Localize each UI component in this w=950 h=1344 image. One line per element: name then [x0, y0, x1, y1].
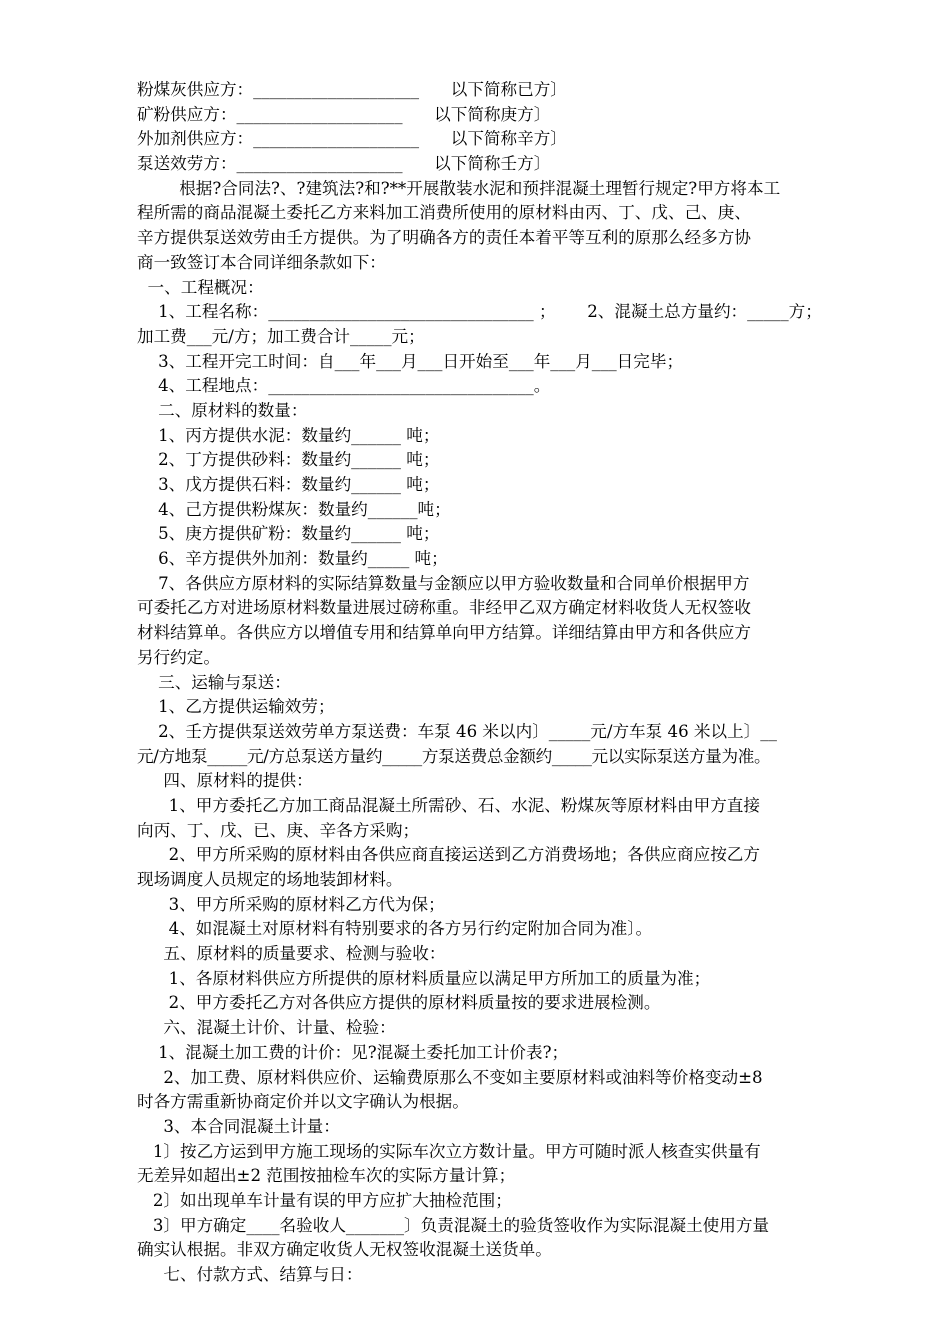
parties-block	[137, 78, 877, 177]
clause-line: 4、工程地点：________________________________。	[137, 376, 551, 396]
clause-line: 加工费___元/方；加工费合计_____元；	[137, 326, 425, 346]
clause-line: 确实认根据。非双方确定收货人无权签收混凝土送货单。	[137, 1240, 552, 1260]
section-quality-inspection	[137, 942, 877, 1016]
section-heading: 一、工程概况：	[137, 277, 264, 297]
intro-line: 商一致签订本合同详细条款如下：	[137, 252, 386, 272]
clause-line: 2〕如出现单车计量有误的甲方应扩大抽检范围；	[137, 1190, 512, 1210]
section-material-quantity	[137, 399, 877, 671]
clause-line: 3、工程开完工时间：自___年___月___日开始至___年___月___日完毕；	[137, 351, 684, 371]
clause-line: 1、工程名称：________________________________ ； 2、混凝土总方量约：_____方；	[137, 302, 822, 322]
clause-line: 3〕甲方确定____名验收人_______〕负责混凝土的验货签收作为实际混凝土使用方量	[137, 1215, 770, 1235]
section-heading: 五、原材料的质量要求、检测与验收：	[137, 944, 446, 964]
intro-line: 程所需的商品混凝土委托乙方来料加工消费所使用的原材料由丙、丁、戊、己、庚、	[137, 203, 751, 223]
clause-line: 4、如混凝土对原材料有特别要求的各方另行约定附加合同为准〕。	[137, 919, 653, 939]
clause-line: 3、戊方提供石料：数量约______ 吨；	[137, 475, 440, 494]
clause-line: 向丙、丁、戊、已、庚、辛各方采购；	[137, 820, 420, 840]
intro-line: 根据?合同法?、?建筑法?和?**开展散装水泥和预拌混凝土理暂行规定?甲方将本工	[137, 178, 781, 198]
section-heading: 三、运输与泵送：	[137, 672, 291, 692]
clause-line: 1、混凝土加工费的计价：见?混凝土委托加工计价表?；	[137, 1042, 569, 1062]
clause-line: 另行约定。	[137, 647, 220, 667]
section-heading: 二、原材料的数量：	[137, 400, 308, 420]
clause-line: 1、乙方提供运输效劳；	[137, 697, 335, 717]
clause-line: 材料结算单。各供应方以增值专用和结算单向甲方结算。详细结算由甲方和各供应方	[137, 623, 751, 643]
intro-line: 辛方提供泵送效劳由壬方提供。为了明确各方的责任本着平等互利的原那么经多方协	[137, 228, 751, 248]
clause-line: 4、己方提供粉煤灰：数量约______吨；	[137, 499, 451, 519]
party-line-admixture: 外加剂供应方：____________________ 以下简称辛方〕	[137, 129, 567, 149]
clause-line: 2、壬方提供泵送效劳单方泵送费：车泵 46 米以内〕_____元/方车泵 46 米以上〕__	[137, 721, 777, 741]
clause-line: 1、丙方提供水泥：数量约______ 吨；	[137, 425, 440, 445]
clause-line: 无差异如超出±2 范围按抽检车次的实际方量计算；	[137, 1166, 516, 1186]
clause-line: 1、甲方委托乙方加工商品混凝土所需砂、石、水泥、粉煤灰等原材料由甲方直接	[137, 795, 760, 815]
clause-line: 3、本合同混凝土计量：	[137, 1116, 340, 1136]
document-page	[137, 78, 877, 1288]
section-heading: 六、混凝土计价、计量、检验：	[137, 1018, 396, 1038]
clause-line: 现场调度人员规定的场地装卸材料。	[137, 870, 403, 889]
clause-line: 可委托乙方对进场原材料数量进展过磅称重。非经甲乙双方确定材料收货人无权签收	[137, 598, 751, 618]
section-project-overview	[137, 276, 877, 399]
clause-line: 1〕按乙方运到甲方施工现场的实际车次立方数计量。甲方可随时派人核查实供量有	[137, 1141, 761, 1161]
party-line-fly-ash: 粉煤灰供应方：____________________ 以下简称已方〕	[137, 80, 567, 99]
section-payment-settlement	[137, 1263, 877, 1288]
clause-line: 时各方需重新协商定价并以文字确认为根据。	[137, 1092, 469, 1112]
clause-line: 6、辛方提供外加剂：数量约_____ 吨；	[137, 549, 448, 569]
section-heading: 四、原材料的提供：	[137, 771, 313, 791]
section-material-supply	[137, 769, 877, 942]
clause-line: 元/方地泵_____元/方总泵送方量约_____方泵送费总金额约_____元以实际泵送方量为准。	[137, 746, 771, 766]
section-pricing-measurement	[137, 1016, 877, 1263]
clause-line: 1、各原材料供应方所提供的原材料质量应以满足甲方所加工的质量为准；	[137, 968, 711, 988]
clause-line: 5、庚方提供矿粉：数量约______ 吨；	[137, 524, 440, 544]
clause-line: 7、各供应方原材料的实际结算数量与金额应以甲方验收数量和合同单价根据甲方	[137, 573, 750, 593]
party-line-mineral-powder: 矿粉供应方：____________________ 以下简称庚方〕	[137, 104, 551, 124]
section-transport-pumping	[137, 671, 877, 770]
party-line-pumping: 泵送效劳方：____________________ 以下简称壬方〕	[137, 154, 551, 174]
clause-line: 2、甲方所采购的原材料由各供应商直接运送到乙方消费场地；各供应商应按乙方	[137, 845, 760, 865]
clause-line: 3、甲方所采购的原材料乙方代为保；	[137, 894, 445, 914]
clause-line: 2、加工费、原材料供应价、运输费原那么不变如主要原材料或油料等价格变动±8	[137, 1067, 763, 1087]
clause-line: 2、丁方提供砂料：数量约______ 吨；	[137, 450, 440, 470]
section-heading: 七、付款方式、结算与日：	[137, 1265, 363, 1284]
intro-paragraph	[137, 177, 877, 276]
clause-line: 2、甲方委托乙方对各供应方提供的原材料质量按的要求进展检测。	[137, 993, 661, 1013]
